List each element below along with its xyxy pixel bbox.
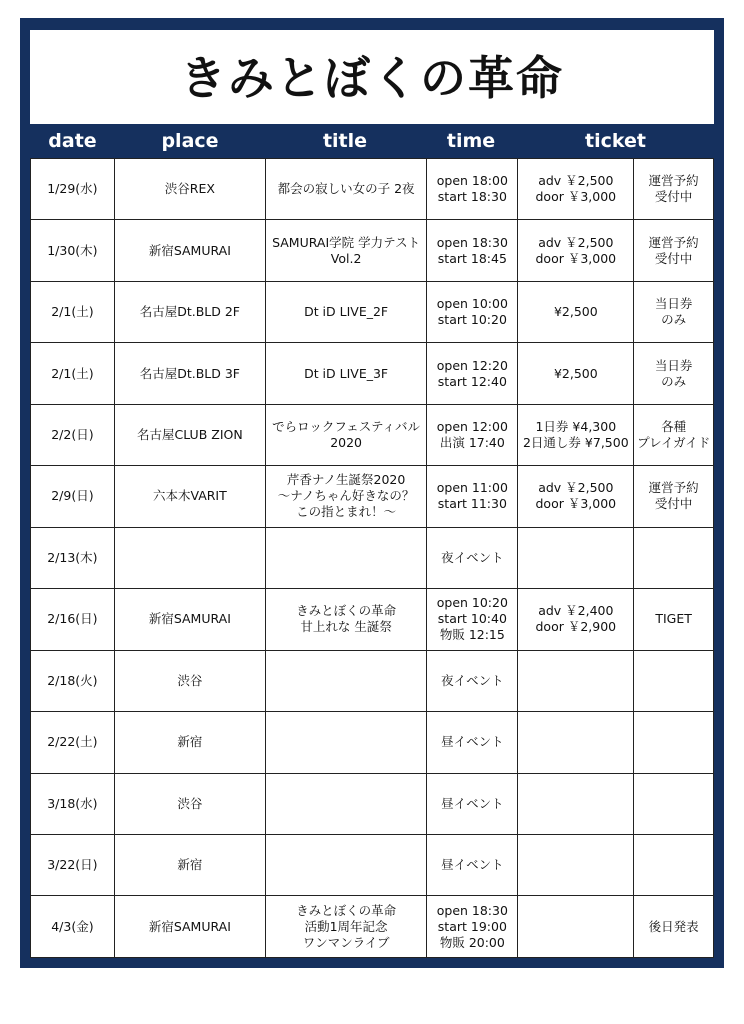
date-text: 1/30(木): [47, 242, 98, 258]
date-text: 2/18(火): [47, 672, 98, 688]
cell-time: [427, 159, 518, 220]
date-text: 2/22(土): [47, 734, 98, 750]
time-line: 昼イベント: [441, 857, 504, 873]
cell-title: [265, 343, 426, 404]
date-text: 4/3(金): [51, 918, 94, 934]
cell-title: [265, 281, 426, 342]
cell-price: [518, 281, 634, 342]
cell-status: [634, 834, 714, 895]
header-time: time: [446, 130, 496, 152]
header-ticket: ticket: [585, 130, 646, 152]
price-line: 2日通し券 ¥7,500: [522, 435, 629, 451]
cell-price: [518, 712, 634, 773]
cell-place: [114, 404, 265, 465]
status-line: 受付中: [654, 250, 693, 266]
cell-price: [518, 527, 634, 588]
cell-price: [518, 589, 634, 650]
cell-date: [31, 712, 115, 773]
date-text: 2/1(土): [51, 365, 94, 381]
cell-date: [31, 281, 115, 342]
cell-status: [634, 404, 714, 465]
cell-date: [31, 404, 115, 465]
table-row: [31, 159, 714, 220]
place-text: 名古屋CLUB ZION: [136, 427, 243, 443]
time-line: open 12:00: [436, 419, 508, 435]
cell-status: [634, 650, 714, 711]
time-line: start 10:40: [437, 611, 507, 627]
status-line: 各種: [661, 419, 687, 435]
cell-date: [31, 466, 115, 527]
status-line: 当日券: [654, 357, 693, 373]
cell-place: [114, 527, 265, 588]
time-line: 夜イベント: [441, 672, 504, 688]
title-line: Vol.2: [330, 250, 362, 266]
time-line: open 18:00: [436, 173, 508, 189]
header-date: date: [48, 130, 97, 152]
cell-price: [518, 466, 634, 527]
cell-price: [518, 834, 634, 895]
cell-date: [31, 220, 115, 281]
time-line: 出演 17:40: [439, 435, 505, 451]
table-row: [31, 589, 714, 650]
date-text: 2/2(日): [51, 427, 94, 443]
place-text: 新宿SAMURAI: [148, 918, 231, 934]
price-line: door ￥3,000: [535, 496, 617, 512]
cell-status: [634, 589, 714, 650]
cell-title: [265, 466, 426, 527]
table-row: [31, 773, 714, 834]
time-line: open 12:20: [436, 357, 508, 373]
time-line: open 11:00: [436, 480, 508, 496]
title-line: きみとぼくの革命: [296, 603, 397, 619]
cell-time: [427, 281, 518, 342]
logo-text: きみとぼくの革命: [180, 51, 564, 105]
cell-status: [634, 466, 714, 527]
time-line: open 18:30: [436, 234, 508, 250]
cell-title: [265, 896, 426, 958]
price-line: ¥2,500: [553, 304, 598, 320]
status-line: 受付中: [654, 496, 693, 512]
date-text: 3/18(水): [47, 795, 98, 811]
table-row: [31, 281, 714, 342]
place-text: 名古屋Dt.BLD 2F: [139, 304, 240, 320]
cell-price: [518, 896, 634, 958]
title-line: 2020: [330, 435, 362, 451]
cell-title: [265, 404, 426, 465]
title-line: SAMURAI学院 学力テスト: [272, 234, 421, 250]
cell-status: [634, 896, 714, 958]
title-line: 都会の寂しい女の子 2夜: [277, 181, 415, 197]
header-place: place: [161, 130, 219, 152]
time-line: 夜イベント: [441, 549, 504, 565]
place-text: 新宿: [177, 734, 203, 750]
cell-status: [634, 159, 714, 220]
cell-place: [114, 650, 265, 711]
table-row: [31, 404, 714, 465]
title-line: きみとぼくの革命: [296, 902, 397, 918]
cell-place: [114, 220, 265, 281]
cell-time: [427, 589, 518, 650]
cell-place: [114, 773, 265, 834]
title-line: ワンマンライブ: [302, 934, 390, 950]
time-line: start 18:30: [437, 189, 507, 205]
cell-place: [114, 896, 265, 958]
date-text: 2/9(日): [51, 488, 94, 504]
time-line: start 10:20: [437, 312, 507, 328]
time-line: start 11:30: [437, 496, 507, 512]
table-row: [31, 650, 714, 711]
cell-date: [31, 650, 115, 711]
cell-title: [265, 834, 426, 895]
cell-time: [427, 404, 518, 465]
time-line: 昼イベント: [441, 795, 504, 811]
title-line: 〜ナノちゃん好きなの？: [277, 488, 415, 504]
cell-place: [114, 834, 265, 895]
place-text: 新宿SAMURAI: [148, 611, 231, 627]
status-line: 後日発表: [648, 918, 699, 934]
cell-status: [634, 773, 714, 834]
time-line: start 19:00: [437, 918, 507, 934]
cell-status: [634, 527, 714, 588]
cell-time: [427, 220, 518, 281]
cell-price: [518, 220, 634, 281]
price-line: adv ￥2,500: [538, 480, 614, 496]
price-line: ¥2,500: [553, 365, 598, 381]
cell-price: [518, 343, 634, 404]
cell-date: [31, 343, 115, 404]
cell-time: [427, 834, 518, 895]
cell-date: [31, 159, 115, 220]
time-line: start 12:40: [437, 373, 507, 389]
table-row: [31, 466, 714, 527]
price-line: door ￥3,000: [535, 250, 617, 266]
status-line: TIGET: [655, 611, 692, 627]
date-text: 3/22(日): [47, 857, 98, 873]
table-row: [31, 896, 714, 958]
cell-title: [265, 159, 426, 220]
table-row: [31, 527, 714, 588]
cell-price: [518, 650, 634, 711]
price-line: door ￥2,900: [535, 619, 617, 635]
cell-place: [114, 466, 265, 527]
cell-title: [265, 527, 426, 588]
cell-date: [31, 896, 115, 958]
cell-time: [427, 466, 518, 527]
place-text: 渋谷: [177, 672, 203, 688]
cell-title: [265, 712, 426, 773]
cell-time: [427, 773, 518, 834]
cell-status: [634, 343, 714, 404]
schedule-rows: [31, 159, 714, 958]
cell-time: [427, 650, 518, 711]
time-line: open 18:30: [436, 902, 508, 918]
cell-time: [427, 712, 518, 773]
table-row: [31, 712, 714, 773]
cell-date: [31, 834, 115, 895]
cell-status: [634, 220, 714, 281]
date-text: 2/1(土): [51, 304, 94, 320]
title-line: 活動1周年記念: [304, 918, 388, 934]
date-text: 1/29(水): [47, 181, 98, 197]
time-line: 物販 20:00: [439, 934, 505, 950]
time-line: 物販 12:15: [439, 627, 505, 643]
price-line: adv ￥2,400: [538, 603, 614, 619]
schedule-frame: [20, 18, 724, 968]
status-line: 運営予約: [648, 173, 699, 189]
place-text: 渋谷REX: [164, 181, 215, 197]
column-header: [30, 124, 714, 158]
title-banner: [30, 30, 714, 124]
place-text: 名古屋Dt.BLD 3F: [139, 365, 240, 381]
price-line: door ￥3,000: [535, 189, 617, 205]
cell-place: [114, 343, 265, 404]
table-row: [31, 834, 714, 895]
cell-place: [114, 281, 265, 342]
cell-time: [427, 527, 518, 588]
table-row: [31, 220, 714, 281]
status-line: のみ: [661, 373, 687, 389]
cell-price: [518, 404, 634, 465]
header-title: title: [322, 130, 368, 152]
cell-time: [427, 343, 518, 404]
cell-date: [31, 527, 115, 588]
status-line: 受付中: [654, 189, 693, 205]
cell-title: [265, 773, 426, 834]
title-line: でらロックフェスティバル: [272, 419, 421, 435]
price-line: 1日券 ¥4,300: [535, 419, 617, 435]
time-line: open 10:00: [436, 296, 508, 312]
time-line: start 18:45: [437, 250, 507, 266]
cell-price: [518, 773, 634, 834]
cell-title: [265, 220, 426, 281]
place-text: 新宿: [177, 857, 203, 873]
status-line: 運営予約: [648, 234, 699, 250]
place-text: 新宿SAMURAI: [148, 242, 231, 258]
status-line: 当日券: [654, 296, 693, 312]
price-line: adv ￥2,500: [538, 234, 614, 250]
title-line: Dt iD LIVE_3F: [304, 365, 389, 381]
title-line: Dt iD LIVE_2F: [304, 304, 389, 320]
cell-price: [518, 159, 634, 220]
schedule-table: [30, 158, 714, 958]
time-line: 昼イベント: [441, 734, 504, 750]
date-text: 2/13(木): [47, 549, 98, 565]
price-line: adv ￥2,500: [538, 173, 614, 189]
cell-title: [265, 589, 426, 650]
title-line: この指とまれ！〜: [296, 504, 397, 520]
time-line: open 10:20: [436, 595, 508, 611]
cell-place: [114, 159, 265, 220]
status-line: 運営予約: [648, 480, 699, 496]
cell-title: [265, 650, 426, 711]
cell-date: [31, 773, 115, 834]
place-text: 渋谷: [177, 795, 203, 811]
status-line: プレイガイド: [637, 435, 711, 451]
group-logo: [30, 30, 714, 124]
place-text: 六本木VARIT: [152, 488, 227, 504]
cell-status: [634, 281, 714, 342]
cell-place: [114, 712, 265, 773]
title-line: 芹香ナノ生誕祭2020: [286, 472, 406, 488]
status-line: のみ: [661, 312, 687, 328]
date-text: 2/16(日): [47, 611, 98, 627]
table-row: [31, 343, 714, 404]
cell-place: [114, 589, 265, 650]
title-line: 甘上れな 生誕祭: [300, 619, 392, 635]
cell-status: [634, 712, 714, 773]
cell-time: [427, 896, 518, 958]
cell-date: [31, 589, 115, 650]
